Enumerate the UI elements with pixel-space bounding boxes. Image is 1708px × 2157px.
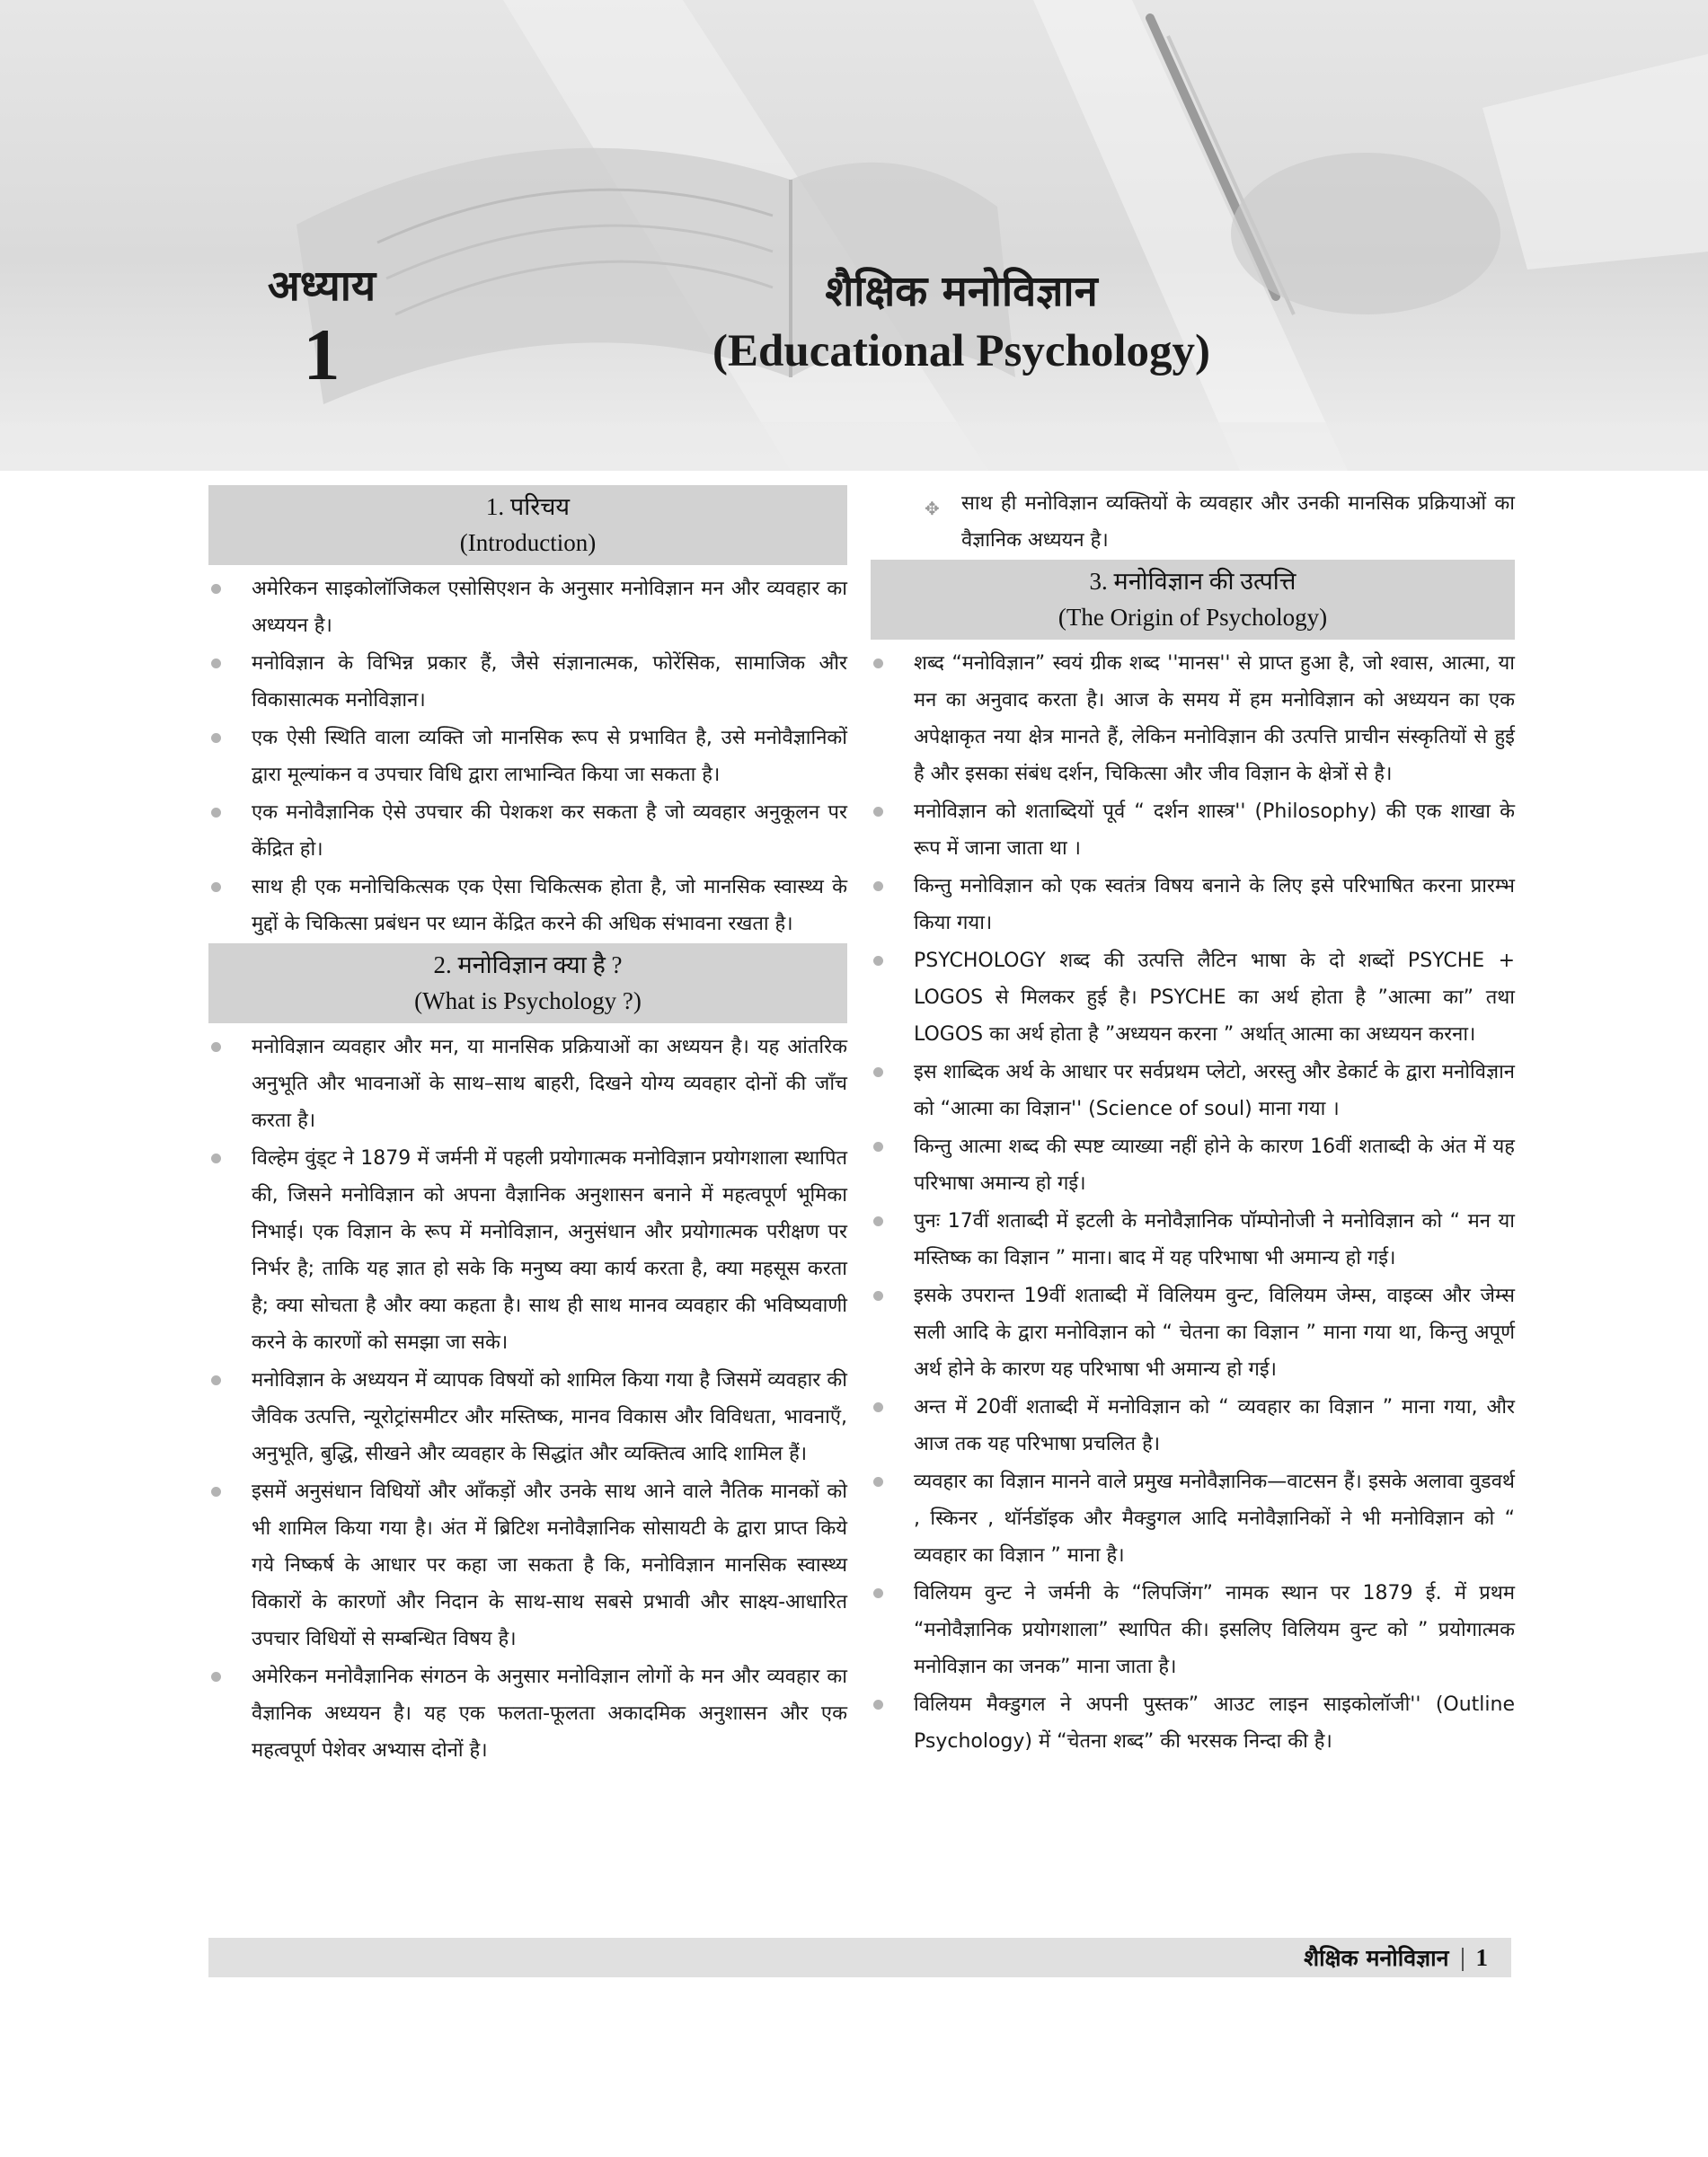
page-number: 1 — [1475, 1944, 1488, 1971]
bullet-icon — [873, 1067, 883, 1077]
list-item — [864, 1203, 1515, 1277]
section-title-hindi: 2. मनोविज्ञान क्या है ? — [433, 951, 623, 978]
chapter-number: 1 — [303, 314, 341, 395]
section-title-english: (The Origin of Psychology) — [1058, 604, 1328, 631]
bullet-icon — [873, 807, 883, 817]
open-book-and-pen-photo — [0, 0, 1708, 471]
origin-of-psychology-list — [864, 645, 1515, 1760]
bullet-icon — [211, 584, 221, 594]
list-item-text: व्यवहार का विज्ञान मानने वाले प्रमुख मनोवैज्ञानिक—वाटसन हैं। इसके अलावा वुडवर्थ , स्किनर , थॉर्नडॉइक और मैक्डुगल आदि मनोवैज्ञानिकों ने भी मनोविज्ञान को “ व्यवहार का विज्ञान ” माना है। — [914, 1471, 1515, 1567]
bullet-icon — [211, 1487, 221, 1497]
section-heading-origin-of-psychology — [871, 560, 1515, 640]
section-title-hindi: 1. परिचय — [485, 493, 571, 520]
running-title: शैक्षिक मनोविज्ञान — [1304, 1945, 1449, 1971]
bullet-icon — [873, 1402, 883, 1412]
list-item — [864, 1686, 1515, 1760]
bullet-icon — [873, 659, 883, 668]
list-item — [202, 645, 847, 719]
list-item-text: अमेरिकन साइकोलॉजिकल एसोसिएशन के अनुसार मनोविज्ञान मन और व्यवहार का अध्ययन है। — [252, 578, 847, 637]
list-item-text: किन्तु मनोविज्ञान को एक स्वतंत्र विषय बनाने के लिए इसे परिभाषित करना प्रारम्भ किया गया। — [914, 875, 1515, 934]
page-footer — [208, 1938, 1511, 1977]
chapter-label: अध्याय — [267, 261, 376, 311]
list-item-text: विल्हेम वुंड्ट ने 1879 में जर्मनी में पहली प्रयोगात्मक मनोविज्ञान प्रयोगशाला स्थापित की, जिसने मनोविज्ञान को अपना वैज्ञानिक अनुशासन बनाने में महत्वपूर्ण भूमिका निभाई। एक विज्ञान के रूप में मनोविज्ञान, अनुसंधान और प्रयोगात्मक परीक्षण पर निर्भर है; ताकि यह ज्ञात हो सके कि मनुष्य क्या कार्य करता है, क्या महसूस करता है; क्या सोचता है और क्या कहता है। साथ ही साथ मानव व्यवहार की भविष्यवाणी करने के कारणों को समझा जा सके। — [252, 1147, 847, 1354]
bullet-icon — [873, 956, 883, 966]
list-item — [864, 868, 1515, 941]
list-item-text: मनोविज्ञान के विभिन्न प्रकार हैं, जैसे संज्ञानात्मक, फोरेंसिक, सामाजिक और विकासात्मक मनोविज्ञान। — [252, 652, 847, 712]
list-item — [202, 720, 847, 793]
chapter-heading — [241, 259, 403, 395]
section-heading-what-is-psychology — [208, 943, 847, 1023]
list-item-text: इसके उपरान्त 19वीं शताब्दी में विलियम वुन्ट, विलियम जेम्स, वाइव्स और जेम्स सली आदि के द्वारा मनोविज्ञान को “ चेतना का विज्ञान ” माना गया था, किन्तु अपूर्ण अर्थ होने के कारण यह परिभाषा भी अमान्य हो गई। — [914, 1285, 1515, 1381]
diamond-bullet-icon: ✥ — [925, 498, 940, 519]
list-item — [202, 570, 847, 644]
chapter-title-english: (Educational Psychology) — [712, 326, 1210, 376]
chapter-banner — [0, 0, 1708, 471]
list-item-text: एक मनोवैज्ञानिक ऐसे उपचार की पेशकश कर सकता है जो व्यवहार अनुकूलन पर केंद्रित हो। — [252, 801, 847, 861]
bullet-icon — [873, 1700, 883, 1710]
bullet-icon — [211, 733, 221, 743]
chapter-title — [629, 262, 1294, 381]
section-title-english: (Introduction) — [459, 529, 597, 556]
list-item — [864, 793, 1515, 867]
list-item-text: विलियम वुन्ट ने जर्मनी के “लिपजिंग” नामक स्थान पर 1879 ई. में प्रथम “मनोवैज्ञानिक प्रयोगशाला” स्थापित की। इसलिए विलियम वुन्ट को ” प्रयोगात्मक मनोविज्ञान का जनक” माना जाता है। — [914, 1582, 1515, 1678]
list-item-text: इस शाब्दिक अर्थ के आधार पर सर्वप्रथम प्लेटो, अरस्तु और डेकार्ट के द्वारा मनोविज्ञान को “आत्मा का विज्ञान'' (Science of soul) माना गया । — [914, 1061, 1515, 1120]
list-item — [864, 942, 1515, 1053]
section-heading-introduction — [208, 485, 847, 565]
chapter-title-hindi: शैक्षिक मनोविज्ञान — [825, 267, 1098, 316]
right-column — [864, 485, 1515, 1761]
list-item-text: इसमें अनुसंधान विधियों और आँकड़ों और उनके साथ आने वाले नैतिक मानकों को भी शामिल किया गया है। अंत में ब्रिटिश मनोवैज्ञानिक सोसायटी के द्वारा प्राप्त किये गये निष्कर्ष के आधार पर कहा जा सकता है कि, मनोविज्ञान मानसिक स्वास्थ्य विकारों के कारणों और निदान के साथ-साथ सबसे प्रभावी और साक्ष्य-आधारित उपचार विधियों से सम्बन्धित विषय है। — [252, 1481, 847, 1650]
list-item — [202, 1029, 847, 1139]
list-item-text: विलियम मैक्डुगल ने अपनी पुस्तक” आउट लाइन साइकोलॉजी'' (Outline Psychology) में “चेतना शब्द” की भरसक निन्दा की है। — [914, 1693, 1515, 1753]
list-item-text: मनोविज्ञान व्यवहार और मन, या मानसिक प्रक्रियाओं का अध्ययन है। यह आंतरिक अनुभूति और भावनाओं के साथ–साथ बाहरी, दिखने योग्य व्यवहार दोनों की जाँच करता है। — [252, 1036, 847, 1132]
list-item-text: साथ ही मनोविज्ञान व्यक्तियों के व्यवहार और उनकी मानसिक प्रक्रियाओं का वैज्ञानिक अध्ययन है। — [961, 492, 1515, 552]
list-item — [864, 1389, 1515, 1463]
bullet-icon — [211, 1042, 221, 1052]
list-item — [864, 1575, 1515, 1685]
list-item — [202, 1473, 847, 1658]
bullet-icon — [211, 1672, 221, 1682]
list-item — [864, 1463, 1515, 1574]
list-item-text: अमेरिकन मनोवैज्ञानिक संगठन के अनुसार मनोविज्ञान लोगों के मन और व्यवहार का वैज्ञानिक अध्ययन है। यह एक फलता-फूलता अकादमिक अनुशासन और एक महत्वपूर्ण पेशेवर अभ्यास दोनों है। — [252, 1666, 847, 1762]
list-item-text: मनोविज्ञान के अध्ययन में व्यापक विषयों को शामिल किया गया है जिसमें व्यवहार की जैविक उत्पत्ति, न्यूरोट्रांसमीटर और मस्तिष्क, मानव विकास और विविधता, भावनाएँ, अनुभूति, बुद्धि, सीखने और व्यवहार के सिद्धांत और व्यक्तित्व आदि शामिल हैं। — [252, 1369, 847, 1465]
bullet-icon — [873, 1291, 883, 1301]
bullet-icon — [211, 808, 221, 818]
footer-divider — [1462, 1948, 1464, 1971]
bullet-icon — [873, 1477, 883, 1487]
continued-list — [864, 485, 1515, 559]
left-column — [202, 485, 847, 1770]
list-item-text: मनोविज्ञान को शताब्दियों पूर्व “ दर्शन शास्त्र'' (Philosophy) की एक शाखा के रूप में जाना जाता था । — [914, 800, 1515, 860]
list-item — [864, 1128, 1515, 1202]
list-item — [202, 1362, 847, 1472]
bullet-icon — [873, 1588, 883, 1598]
list-item — [202, 869, 847, 942]
bullet-icon — [211, 1375, 221, 1385]
footer-content — [1304, 1938, 1488, 1978]
bullet-icon — [873, 1216, 883, 1226]
what-is-psychology-list — [202, 1029, 847, 1769]
list-item-text: PSYCHOLOGY शब्द की उत्पत्ति लैटिन भाषा के दो शब्दों PSYCHE + LOGOS से मिलकर हुई है। PSYCHE का अर्थ होता है ”आत्मा का” तथा LOGOS का अर्थ होता है ”अध्ययन करना ” अर्थात् आत्मा का अध्ययन करना। — [914, 950, 1515, 1046]
section-title-hindi: 3. मनोविज्ञान की उत्पत्ति — [1089, 568, 1296, 595]
list-item-text: साथ ही एक मनोचिकित्सक एक ऐसा चिकित्सक होता है, जो मानसिक स्वास्थ्य के मुद्दों के चिकित्सा प्रबंधन पर ध्यान केंद्रित करने की अधिक संभावना रखता है। — [252, 876, 847, 935]
list-item — [864, 1277, 1515, 1388]
list-item-text: किन्तु आत्मा शब्द की स्पष्ट व्याख्या नहीं होने के कारण 16वीं शताब्दी के अंत में यह परिभाषा अमान्य हो गई। — [914, 1136, 1515, 1195]
list-item — [202, 794, 847, 868]
introduction-list — [202, 570, 847, 942]
list-item-text: अन्त में 20वीं शताब्दी में मनोविज्ञान को “ व्यवहार का विज्ञान ” माना गया, और आज तक यह परिभाषा प्रचलित है। — [914, 1396, 1515, 1455]
list-item-text: शब्द “मनोविज्ञान” स्वयं ग्रीक शब्द ''मानस'' से प्राप्त हुआ है, जो श्वास, आत्मा, या मन का अनुवाद करता है। आज के समय में हम मनोविज्ञान को अध्ययन का एक अपेक्षाकृत नया क्षेत्र मानते हैं, लेकिन मनोविज्ञान की उत्पत्ति प्राचीन संस्कृतियों से हुई है और इसका संबंध दर्शन, चिकित्सा और जीव विज्ञान के क्षेत्रों से है। — [914, 652, 1515, 785]
bullet-icon — [873, 1142, 883, 1152]
bullet-icon — [211, 659, 221, 668]
list-item — [864, 1054, 1515, 1127]
list-item-text: एक ऐसी स्थिति वाला व्यक्ति जो मानसिक रूप से प्रभावित है, उसे मनोवैज्ञानिकों द्वारा मूल्यांकन व उपचार विधि द्वारा लाभान्वित किया जा सकता है। — [252, 727, 847, 786]
list-item — [202, 1658, 847, 1769]
list-item — [864, 485, 1515, 559]
bullet-icon — [211, 1154, 221, 1163]
list-item — [864, 645, 1515, 792]
bullet-icon — [873, 881, 883, 891]
bullet-icon — [211, 882, 221, 892]
list-item-text: पुनः 17वीं शताब्दी में इटली के मनोवैज्ञानिक पॉम्पोनोजी ने मनोविज्ञान को “ मन या मस्तिष्क का विज्ञान ” माना। बाद में यह परिभाषा भी अमान्य हो गई। — [914, 1210, 1515, 1269]
list-item — [202, 1140, 847, 1361]
section-title-english: (What is Psychology ?) — [414, 987, 642, 1014]
